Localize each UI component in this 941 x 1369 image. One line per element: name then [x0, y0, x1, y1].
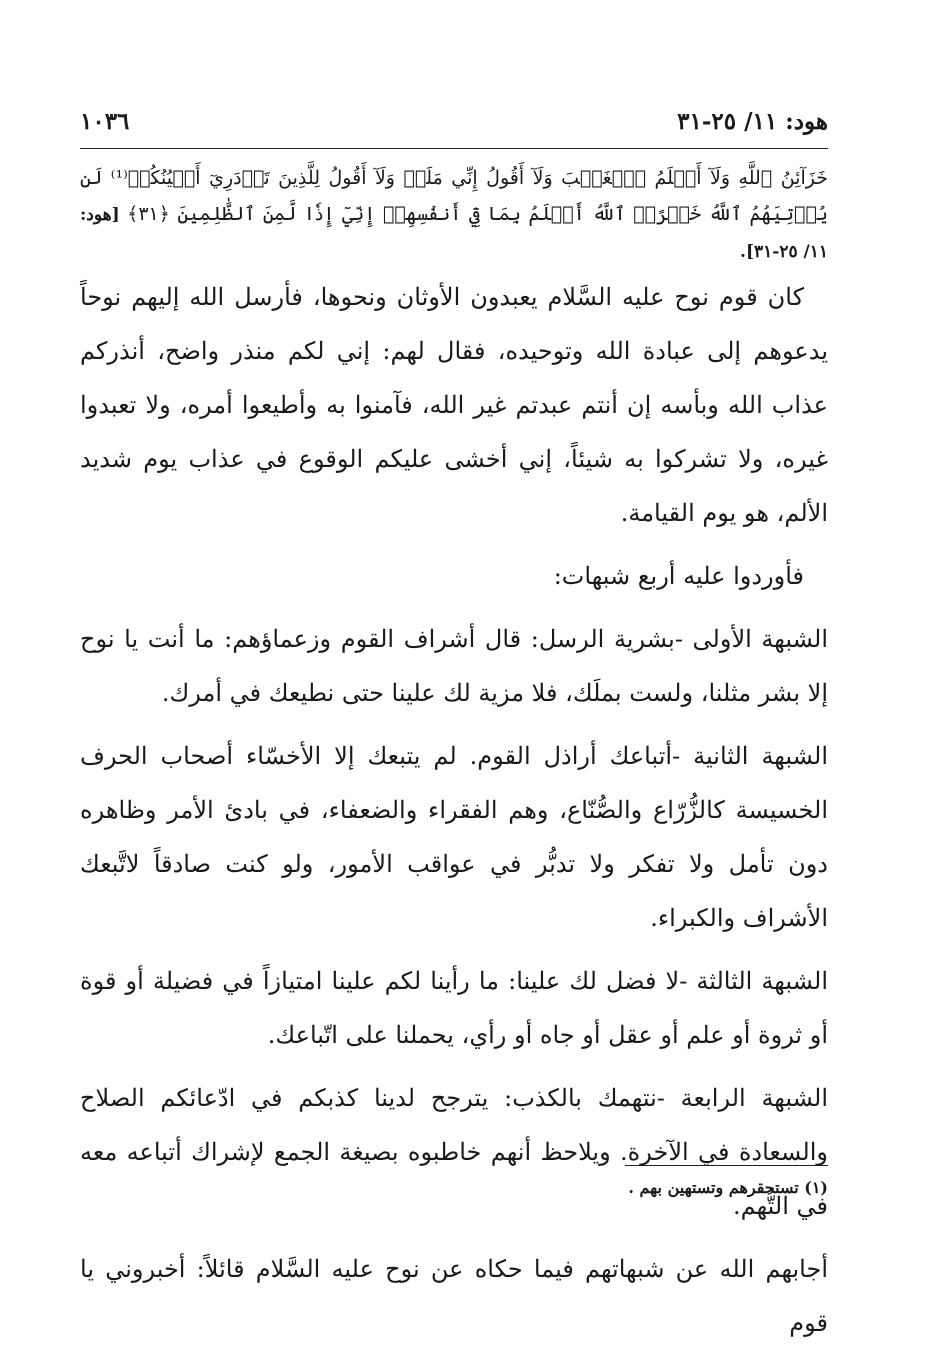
- footnote-divider: [625, 1165, 828, 1166]
- paragraph-doubts-heading: فأوردوا عليه أربع شبهات:: [553, 562, 804, 590]
- paragraph-intro: كان قوم نوح عليه السَّلام يعبدون الأوثان ونحوها، فأرسل الله إليهم نوحاً يدعوهم إلى عبادة الله وتوحيده، فقال لهم: إني لكم منذر واضح، أنذركم عذاب الله وبأسه إن أنتم عبدتم غير الله، فآمنوا به وأطيعوا أمره، ولا تعبدوا غيره، ولا تشركوا به شيئاً، إني أخشى عليكم الوقوع في عذاب يوم شديد الألم، هو يوم القيامة.: [80, 283, 828, 527]
- paragraph-doubt-4: الشبهة الرابعة -نتهمك بالكذب: يترجح لدينا كذبكم في ادّعائكم الصلاح والسعادة في الآخرة. ويلاحظ أنهم خاطبوه بصيغة الجمع لإشراك أتباعه معه في التُّهم.: [80, 1084, 829, 1220]
- verse-reference: [هود: ١١/ ٢٥-٣١].: [80, 205, 828, 262]
- page-number: ١٠٣٦: [80, 108, 130, 135]
- page-header: [80, 104, 828, 144]
- paragraph-answer: أجابهم الله عن شبهاتهم فيما حكاه عن نوح عليه السَّلام قائلاً: أخبروني يا قوم: [80, 1255, 828, 1337]
- verse-text: خَزَآئِنُ ٱللَّهِ وَلَآ أَعۡلَمُ ٱلۡغَيۡبَ وَلَآ أَقُولُ إِنِّي مَلَكٞ وَلَآ أَقُولُ لِلَّذِينَ تَزۡدَرِيٓ أَعۡيُنُكُمۡ⁽¹⁾ لَن يُؤۡتِيَهُمُ ٱللَّهُ خَيۡرًاۖ ٱللَّهُ أَعۡلَمُ بِمَا فِيٓ أَنفُسِهِمۡ إِنِّيٓ إِذٗا لَّمِنَ ٱلظَّٰلِمِينَ ﴿٣١﴾: [80, 167, 828, 225]
- footnote: (١) تستحقرهم وتستهين بهم .: [628, 1178, 828, 1197]
- quran-verse: [80, 160, 828, 270]
- surah-reference: هود: ١١/ ٢٥-٣١: [677, 108, 828, 135]
- paragraph-doubt-3: الشبهة الثالثة -لا فضل لك علينا: ما رأينا لكم علينا امتيازاً في فضيلة أو قوة أو ثروة أو علم أو عقل أو جاه أو رأي، يحملنا على اتّباعك.: [80, 967, 828, 1049]
- header-divider: [80, 148, 828, 149]
- paragraph-doubt-2: الشبهة الثانية -أتباعك أراذل القوم. لم يتبعك إلا الأخسّاء أصحاب الحرف الخسيسة كالزُّرّاع والصُّنّاع، وهم الفقراء والضعفاء، في بادئ الأمر وظاهره دون تأمل ولا تفكر ولا تدبُّر في عواقب الأمور، ولو كنت صادقاً لاتَّبعك الأشراف والكبراء.: [80, 742, 828, 932]
- paragraph-doubt-1: الشبهة الأولى -بشرية الرسل: قال أشراف القوم وزعماؤهم: ما أنت يا نوح إلا بشر مثلنا، ولست بملَك، فلا مزية لك علينا حتى نطيعك في أمرك.: [80, 625, 828, 707]
